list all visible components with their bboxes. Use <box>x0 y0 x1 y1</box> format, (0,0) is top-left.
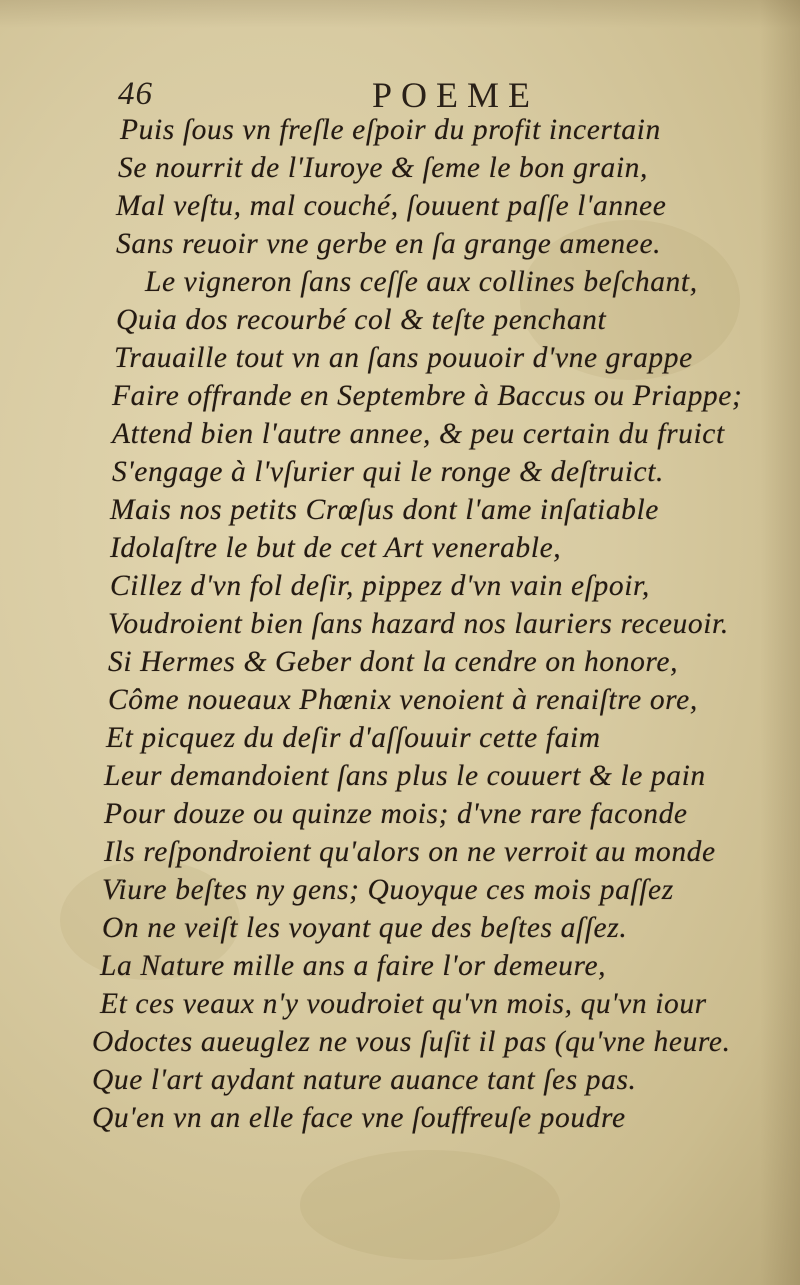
verse-line: La Nature mille ans a faire l'or demeure, <box>100 950 607 982</box>
verse-line: Si Hermes & Geber dont la cendre on honore, <box>108 646 679 678</box>
verse-line: Attend bien l'autre annee, & peu certain du fruict <box>112 418 725 450</box>
verse-line: Idolaſtre le but de cet Art venerable, <box>110 532 562 564</box>
paper-stain <box>300 1150 560 1260</box>
verse-line: On ne veiſt les voyant que des beſtes aſſez. <box>102 912 628 944</box>
verse-line: Odoctes aueuglez ne vous ſuſit il pas (qu'vne heure. <box>92 1026 731 1058</box>
verse-line: Et picquez du deſir d'aſſouuir cette faim <box>106 722 601 754</box>
page-top-edge <box>0 0 800 28</box>
verse-line: Sans reuoir vne gerbe en ſa grange amenee. <box>116 228 662 260</box>
verse-line: Trauaille tout vn an ſans pouuoir d'vne grappe <box>114 342 693 374</box>
verse-line: Que l'art aydant nature auance tant ſes pas. <box>92 1064 637 1096</box>
page-right-edge <box>760 0 800 1285</box>
page-number: 46 <box>118 76 153 112</box>
verse-line: Et ces veaux n'y voudroiet qu'vn mois, qu'vn iour <box>100 988 707 1020</box>
verse-line: Faire offrande en Septembre à Baccus ou Priappe; <box>112 380 743 412</box>
verse-line: Se nourrit de l'Iuroye & ſeme le bon grain, <box>118 152 648 184</box>
verse-line: Côme noueaux Phœnix venoient à renaiſtre ore, <box>108 684 698 716</box>
verse-line: Mais nos petits Crœſus dont l'ame inſatiable <box>110 494 659 526</box>
verse-line: Qu'en vn an elle face vne ſouffreuſe poudre <box>92 1102 626 1134</box>
verse-line: Ils reſpondroient qu'alors on ne verroit au monde <box>104 836 716 868</box>
verse-line: S'engage à l'vſurier qui le ronge & deſtruict. <box>112 456 665 488</box>
verse-line: Puis ſous vn freſle eſpoir du profit incertain <box>120 114 661 146</box>
verse-line: Le vigneron ſans ceſſe aux collines beſchant, <box>145 266 698 298</box>
verse-line: Cillez d'vn fol deſir, pippez d'vn vain eſpoir, <box>110 570 650 602</box>
verse-line: Viure beſtes ny gens; Quoyque ces mois paſſez <box>102 874 674 906</box>
verse-line: Quia dos recourbé col & teſte penchant <box>116 304 607 336</box>
verse-line: Pour douze ou quinze mois; d'vne rare faconde <box>104 798 688 830</box>
verse-line: Leur demandoient ſans plus le couuert & le pain <box>104 760 706 792</box>
verse-line: Voudroient bien ſans hazard nos lauriers receuoir. <box>108 608 729 640</box>
verse-line: Mal veſtu, mal couché, ſouuent paſſe l'annee <box>116 190 667 222</box>
running-title: POEME <box>372 75 540 115</box>
